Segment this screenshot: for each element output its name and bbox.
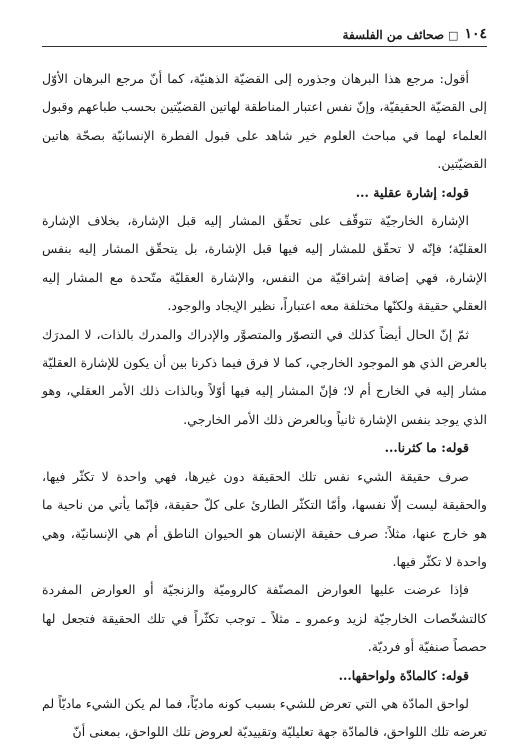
section-heading: قوله: ما كثرنا... (384, 440, 469, 456)
book-page (42, 18, 487, 740)
page-number: ١٠٤ (464, 26, 487, 42)
paragraph: ثمّ إنّ الحال أيضاً كذلك في التصوّر والمتصوَّر والإدراك والمدرك بالذات، لا المدرَك بالعرض الذي هو الموجود الخارجي، كما لا فرق فيما ذكرنا بين أن يكون للإشارة العقليّة مشار إليه في الخارج أم لا؛ فإنّ المشار إليه فيها أوّلاً وبالذات ذلك الأمر العقلي، وهو الذي يوجد بنفس الإشارة ثانياً وبالعرض ذلك الأمر الخارجي. (42, 326, 487, 427)
header-separator-icon: □ (448, 29, 459, 42)
running-title: صحائف من الفلسفة (342, 28, 445, 42)
section-heading: قوله: إشارة عقلية ... (355, 184, 469, 200)
paragraph: لواحق المادّة هي التي تعرض للشيء بسبب كونه ماديّاً، فما لم يكن الشيء ماديّاً لم تعرضه تلك اللواحق، فالمادّة جهة تعليليّة وتقييديّة لعروض تلك اللواحق، بمعنى أنّ (42, 695, 487, 740)
paragraph: صرف حقيقة الشيء نفس تلك الحقيقة دون غيرها، فهي واحدة لا تكثّر فيها، والحقيقة ليست إلّا نفسها، وأمّا التكثّر الطارئ على كلّ حقيقة، فإنّما يأتي من ناحية ما هو خارج عنها، مثلاً: صرف حقيقة الإنسان هو الحيوان الناطق أم هي الإنسانيّة، وهي واحدة لا تكثّر فيها. (42, 468, 487, 569)
section-heading: قوله: كالمادّة ولواحقها... (338, 667, 469, 683)
paragraph: الإشارة الخارجيّة تتوقّف على تحقّق المشار إليه قبل الإشارة، بخلاف الإشارة العقليّة؛ فإنّه لا تحقّق للمشار إليه فيها قبل الإشارة، بل يتحقّق المشار إليه بنفس الإشارة، فهي إضافة إشراقيّة من النفس، والإشارة العقليّة متّحدة مع المشار إليه العقلي حقيقة ولكنّها مختلفة معه اعتباراً، نظير الإيجاد والوجود. (42, 213, 487, 314)
page-body (42, 65, 487, 747)
paragraph: أقول: مرجع هذا البرهان وجذوره إلى القضيّة الذهنيّة، كما أنّ مرجع البرهان الأوّل إلى القضيّة الحقيقيّة، وإنّ نفس اعتبار المناطقة لهاتين القضيّتين بحسب طباعهم وقبول العلماء لهما في مباحث العلوم خير شاهد على قبول الفطرة الإنسانيّة بصحّة هاتين القضيّتين. (42, 71, 487, 172)
page-header (42, 18, 487, 47)
paragraph: فإذا عرضت عليها العوارض المصنّفة كالروميّة والزنجيّة أو العوارض المفردة كالتشخّصات الخارجيّة لزيد وعمرو ـ مثلاً ـ توجب تكثّراً في تلك الحقيقة فتجعل لها حصصاً صنفيّة أو فرديّة. (42, 582, 487, 655)
